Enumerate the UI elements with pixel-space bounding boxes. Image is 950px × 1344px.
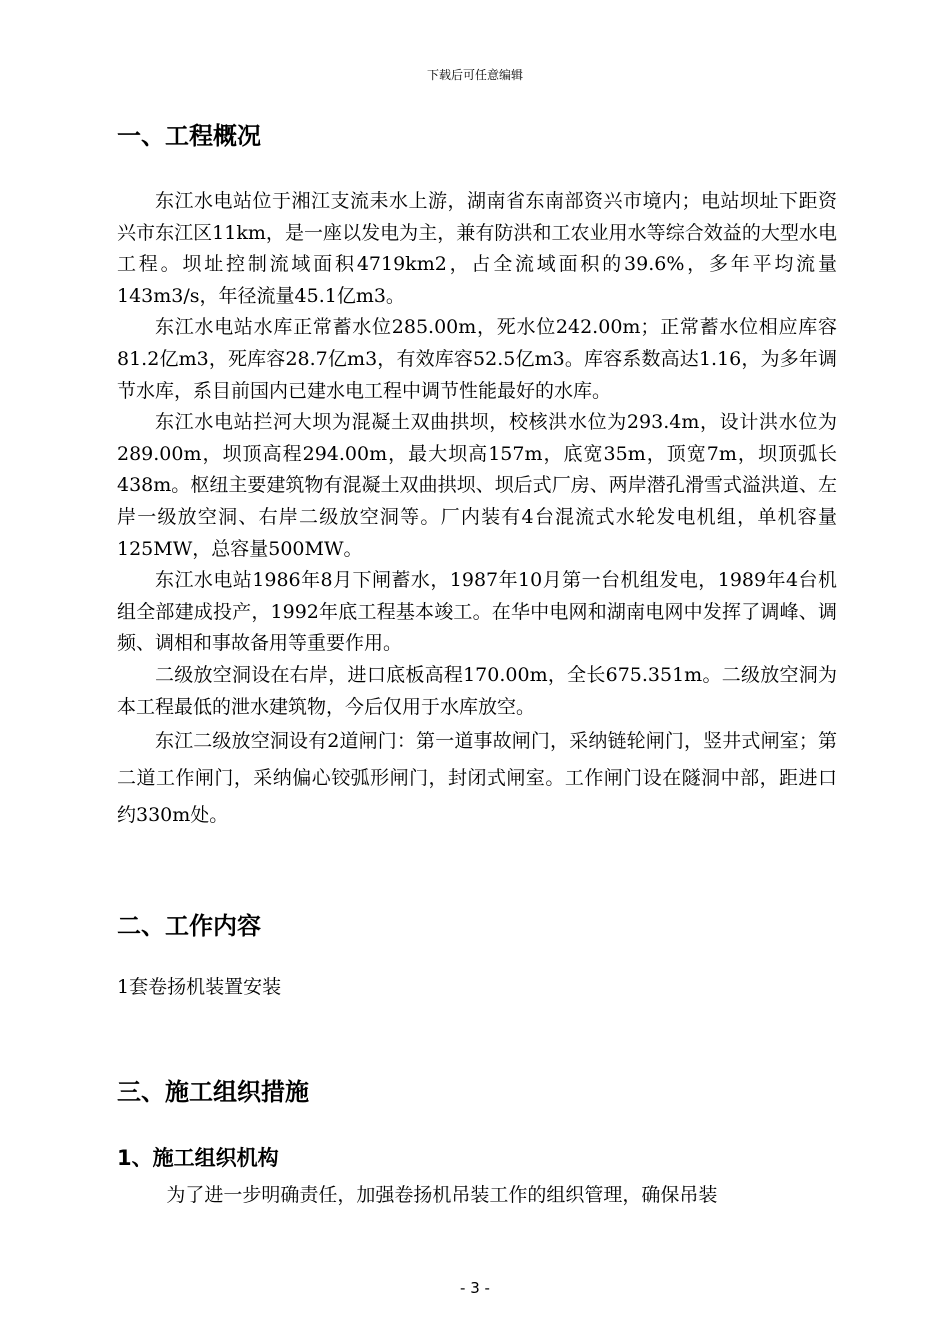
page-number: - 3 -	[460, 1279, 490, 1297]
section-title-work-content: 二、工作内容	[117, 912, 261, 941]
paragraph: 二级放空洞设在右岸，进口底板高程170.00m，全长675.351m。二级放空洞为本工程最低的泄水建筑物，今后仅用于水库放空。	[117, 663, 837, 718]
paragraph: 东江水电站拦河大坝为混凝土双曲拱坝，校核洪水位为293.4m，设计洪水位为289.00m，坝顶高程294.00m，最大坝高157m，底宽35m，顶宽7m，坝顶弧长438m。枢纽主要建筑物有混凝土双曲拱坝、坝后式厂房、两岸潜孔滑雪式溢洪道、左岸一级放空洞、右岸二级放空洞等。厂内装有4台混流式水轮发电机组，单机容量125MW，总容量500MW。	[117, 411, 837, 560]
paragraph: 东江二级放空洞设有2道闸门：第一道事故闸门，采纳链轮闸门，竖井式闸室；第二道工作闸门，采纳偏心铰弧形闸门，封闭式闸室。工作闸门设在隧洞中部，距进口约330m处。	[117, 730, 837, 827]
section-title-construction-measures: 三、施工组织措施	[117, 1077, 309, 1106]
paragraph: 东江水电站水库正常蓄水位285.00m，死水位242.00m；正常蓄水位相应库容81.2亿m3，死库容28.7亿m3，有效库容52.5亿m3。库容系数高达1.16，为多年调节水库，系目前国内已建水电工程中调节性能最好的水库。	[117, 316, 837, 402]
overview-body	[117, 186, 837, 834]
paragraph: 东江水电站位于湘江支流耒水上游，湖南省东南部资兴市境内；电站坝址下距资兴市东江区11km，是一座以发电为主，兼有防洪和工农业用水等综合效益的大型水电工程。坝址控制流域面积4719km2，占全流域面积的39.6%，多年平均流量143m3/s，年径流量45.1亿m3。	[117, 190, 837, 307]
page-content	[117, 110, 837, 1211]
paragraph: 为了进一步明确责任，加强卷扬机吊装工作的组织管理，确保吊装	[166, 1183, 718, 1206]
work-content-item: 1套卷扬机装置安装	[117, 976, 282, 999]
subsection-title-organization: 1、施工组织机构	[117, 1145, 279, 1170]
section-title-overview: 一、工程概况	[117, 122, 261, 150]
paragraph: 东江水电站1986年8月下闸蓄水，1987年10月第一台机组发电，1989年4台机组全部建成投产，1992年底工程基本竣工。在华中电网和湖南电网中发挥了调峰、调频、调相和事故备用等重要作用。	[117, 569, 837, 655]
page-header: 下载后可任意编辑	[426, 68, 523, 82]
